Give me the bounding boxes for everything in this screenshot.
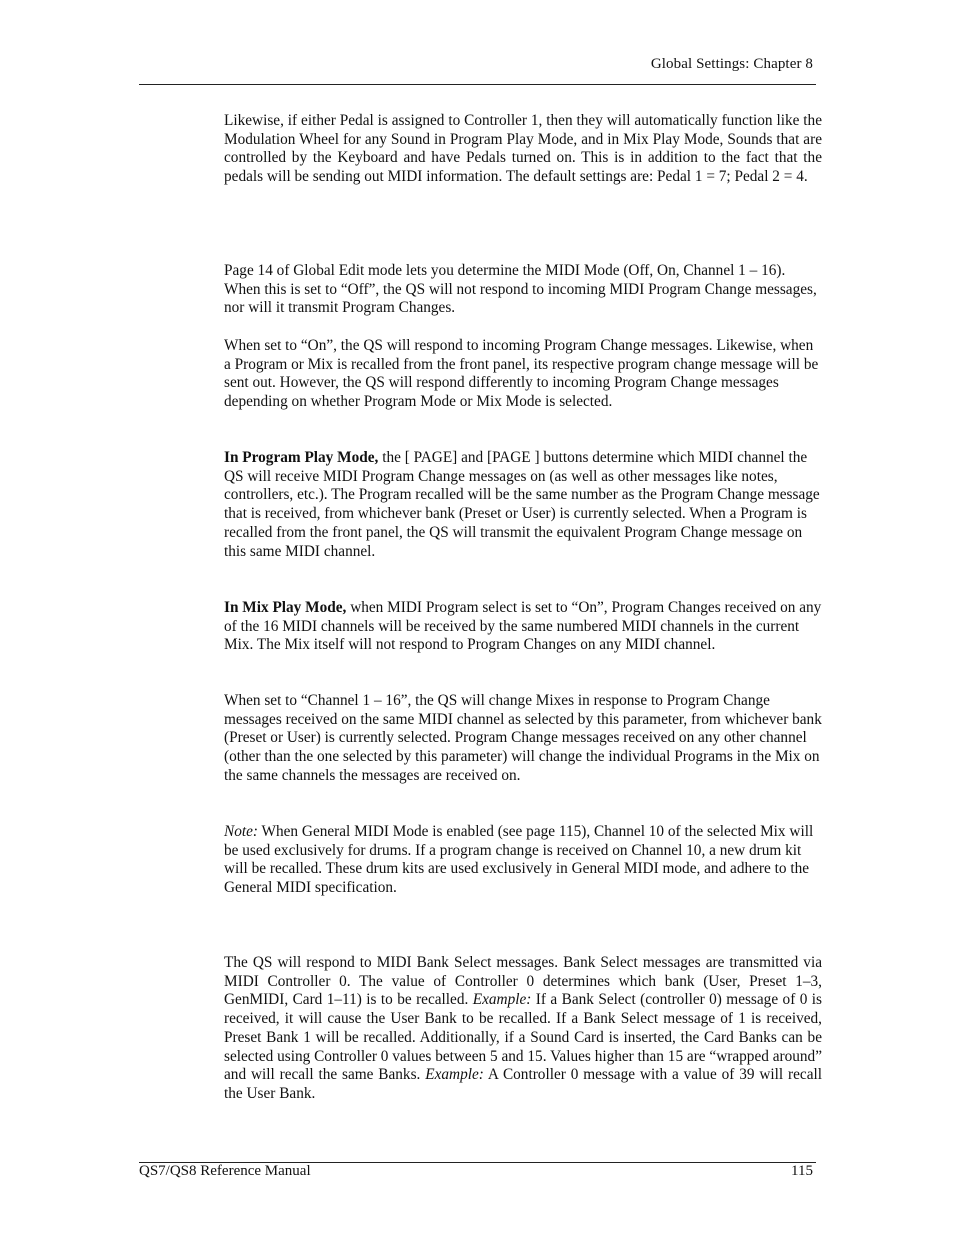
paragraph-channel-1-16: When set to “Channel 1 – 16”, the QS will change Mixes in response to Program Change messages received on the same MIDI channel as selected by this parameter, from whichever bank (Preset or User) is currently selected. Program Change messages received on any other channel (other than the one selected by this parameter) will change the individual Programs in the Mix on the same channels the messages are received on.	[224, 692, 822, 784]
running-head: Global Settings: Chapter 8	[650, 56, 813, 72]
paragraph-note-general-midi	[224, 823, 822, 898]
note-lead: Note:	[224, 823, 258, 840]
mix-play-mode-text: when MIDI Program select is set to “On”, Program Changes received on any of the 16 MIDI channels will be received by the same numbered MIDI channels in the current Mix. The Mix itself will not respond to Program Changes on any MIDI channel.	[224, 599, 822, 654]
program-play-mode-text: the [ PAGE] and [PAGE ] buttons determine which MIDI channel the QS will receive MIDI Program Change messages on (as well as other messages like notes, controllers, etc.). The Program recalled will be the same number as the Program Change message that is received, from whichever bank (Preset or User) is currently selected. When a Program is recalled from the front panel, the QS will transmit the equivalent Program Change message on this same MIDI channel.	[224, 449, 820, 560]
example-label-2: Example:	[425, 1066, 484, 1084]
header-rule	[139, 84, 816, 85]
mix-play-mode-lead: In Mix Play Mode,	[224, 599, 347, 616]
bank-select-text-a: The QS will respond to MIDI Bank Select messages. Bank Select messages are transmitted via MIDI Controller 0. The value of Controller 0 determines which bank (User, Preset 1–3, GenMIDI, Card 1–11) is to be recalled.	[224, 954, 822, 1009]
paragraph-pedal-controller: Likewise, if either Pedal is assigned to Controller 1, then they will automatically function like the Modulation Wheel for any Sound in Program Play Mode, and in Mix Play Mode, Sounds that are controlled by the Keyboard and have Pedals turned on. This is in addition to the fact that the pedals will be sending out MIDI information. The default settings are: Pedal 1 = 7; Pedal 2 = 4.	[224, 112, 822, 186]
paragraph-set-on: When set to “On”, the QS will respond to incoming Program Change messages. Likewise, when a Program or Mix is recalled from the front panel, its respective program change message will be sent out. However, the QS will respond differently to incoming Program Change messages depending on whether Program Mode or Mix Mode is selected.	[224, 337, 819, 411]
paragraph-mix-play-mode	[224, 599, 822, 655]
example-label-1: Example:	[472, 991, 532, 1009]
manual-title: QS7/QS8 Reference Manual	[139, 1163, 311, 1179]
paragraph-program-play-mode	[224, 449, 822, 561]
program-play-mode-lead: In Program Play Mode,	[224, 449, 379, 466]
note-text: When General MIDI Mode is enabled (see page 115), Channel 10 of the selected Mix will be used exclusively for drums. If a program change is received on Channel 10, a new drum kit will be recalled. These drum kits are used exclusively in General MIDI mode, and adhere to the General MIDI specification.	[224, 823, 814, 897]
bank-select-text-c: A Controller 0 message with a value of 39 will recall the User Bank.	[224, 1066, 822, 1102]
paragraph-bank-select	[224, 954, 822, 1104]
page-number: 115	[791, 1163, 813, 1179]
paragraph-midi-mode: Page 14 of Global Edit mode lets you determine the MIDI Mode (Off, On, Channel 1 – 16). When this is set to “Off”, the QS will not respond to incoming MIDI Program Change messages, nor will it transmit Program Changes.	[224, 262, 817, 317]
bank-select-text-b: If a Bank Select (controller 0) message of 0 is received, it will cause the User Bank to be recalled. If a Bank Select message of 1 is received, Preset Bank 1 will be recalled. Additionally, if a Sound Card is inserted, the Card Banks can be selected using Controller 0 values between 5 and 15. Values higher than 15 are “wrapped around” and will recall the same Banks.	[224, 991, 822, 1084]
